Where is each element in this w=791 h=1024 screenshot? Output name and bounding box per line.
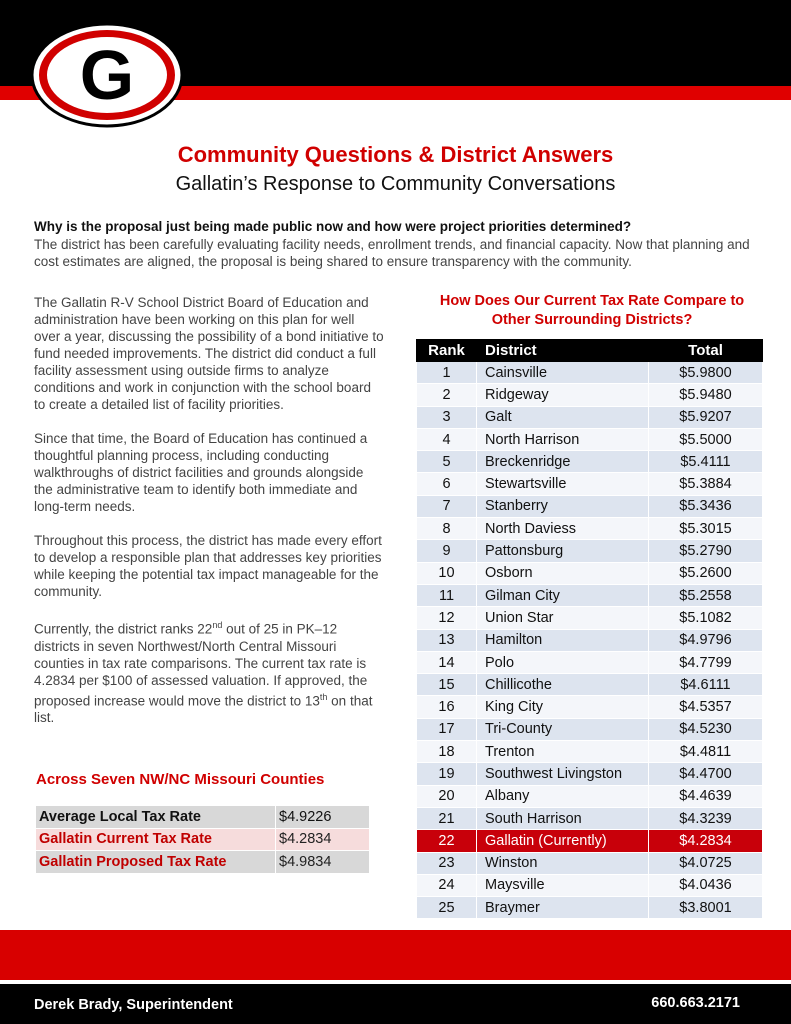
body-p4-sup-1: nd [212, 620, 223, 630]
table-row [417, 830, 763, 852]
cell-rank: 5 [417, 451, 477, 473]
cell-rank: 8 [417, 518, 477, 540]
cell-total: $4.5357 [649, 696, 763, 718]
cell-district: Stewartsville [477, 473, 649, 495]
cell-district: Winston [477, 852, 649, 874]
summary-value: $4.2834 [276, 828, 370, 851]
faq-answer: The district has been carefully evaluating facility needs, enrollment trends, and financial capacity. Now that planning and cost estimates are aligned, the proposal is being shared to ensure transparency with the community. [34, 237, 750, 269]
counties-heading: Across Seven NW/NC Missouri Counties [36, 771, 325, 788]
cell-total: $5.3884 [649, 473, 763, 495]
cell-rank: 3 [417, 406, 477, 428]
table-row [417, 406, 763, 428]
cell-rank: 23 [417, 852, 477, 874]
cell-rank: 11 [417, 584, 477, 606]
table-row [417, 473, 763, 495]
header-total: Total [649, 340, 763, 362]
cell-total: $5.3015 [649, 518, 763, 540]
tax-rate-table [416, 339, 763, 919]
footer-red-band [0, 930, 791, 980]
cell-district: Galt [477, 406, 649, 428]
cell-district: Osborn [477, 562, 649, 584]
cell-total: $4.4811 [649, 741, 763, 763]
cell-rank: 13 [417, 629, 477, 651]
cell-total: $4.3239 [649, 807, 763, 829]
cell-district: Ridgeway [477, 384, 649, 406]
cell-rank: 7 [417, 495, 477, 517]
cell-rank: 25 [417, 897, 477, 919]
cell-district: Trenton [477, 741, 649, 763]
school-logo [30, 22, 184, 128]
cell-district: Braymer [477, 897, 649, 919]
table-row [417, 763, 763, 785]
table-row [417, 651, 763, 673]
table-row [417, 629, 763, 651]
table-row [417, 540, 763, 562]
table-row [417, 518, 763, 540]
cell-total: $5.9800 [649, 362, 763, 384]
cell-district: Southwest Livingston [477, 763, 649, 785]
summary-row-proposed [36, 851, 370, 874]
cell-district: South Harrison [477, 807, 649, 829]
table-row [417, 584, 763, 606]
cell-district: Union Star [477, 607, 649, 629]
cell-rank: 12 [417, 607, 477, 629]
summary-label: Gallatin Proposed Tax Rate [36, 851, 276, 874]
cell-rank: 10 [417, 562, 477, 584]
cell-total: $4.0725 [649, 852, 763, 874]
cell-rank: 4 [417, 428, 477, 450]
cell-rank: 20 [417, 785, 477, 807]
cell-district: Gallatin (Currently) [477, 830, 649, 852]
cell-total: $5.5000 [649, 428, 763, 450]
cell-total: $5.2558 [649, 584, 763, 606]
cell-total: $3.8001 [649, 897, 763, 919]
table-row [417, 428, 763, 450]
phone-number: 660.663.2171 [651, 995, 740, 1011]
cell-rank: 16 [417, 696, 477, 718]
cell-rank: 15 [417, 674, 477, 696]
body-paragraph-1: The Gallatin R-V School District Board of Education and administration have been working on this plan for well over a year, discussing the possibility of a bond initiative to fund needed improvements. The district did conduct a full facility assessment using outside firms to analyze conditions and work in conjunction with the school board to create a detailed list of facility priorities. [34, 295, 384, 412]
table-header-row [417, 340, 763, 362]
cell-total: $4.4700 [649, 763, 763, 785]
table-row [417, 741, 763, 763]
cell-total: $5.4111 [649, 451, 763, 473]
table-row [417, 495, 763, 517]
table-row [417, 852, 763, 874]
table-row [417, 451, 763, 473]
comparison-heading-line-1: How Does Our Current Tax Rate Compare to [439, 293, 745, 309]
body-paragraph-2: Since that time, the Board of Education has continued a thoughtful planning process, including conducting walkthroughs of district facilities and grounds alongside the administrative team to identify both immediate and long-term needs. [34, 431, 368, 514]
body-p4-sup-2: th [319, 691, 328, 702]
table-row [417, 874, 763, 896]
table-row [417, 718, 763, 740]
cell-rank: 17 [417, 718, 477, 740]
cell-total: $4.2834 [649, 830, 763, 852]
cell-district: North Daviess [477, 518, 649, 540]
faq-question: Why is the proposal just being made public now and how were project priorities determined? [34, 219, 632, 234]
cell-total: $4.0436 [649, 874, 763, 896]
cell-total: $5.2600 [649, 562, 763, 584]
header-district: District [477, 340, 649, 362]
cell-district: Tri-County [477, 718, 649, 740]
comparison-heading [414, 292, 770, 330]
cell-district: Gilman City [477, 584, 649, 606]
cell-district: Breckenridge [477, 451, 649, 473]
tax-summary-table [35, 805, 370, 874]
superintendent-name: Derek Brady, Superintendent [34, 997, 233, 1013]
table-body [417, 362, 763, 919]
table-row [417, 362, 763, 384]
summary-row-current [36, 828, 370, 851]
cell-rank: 22 [417, 830, 477, 852]
cell-district: Maysville [477, 874, 649, 896]
cell-district: Chillicothe [477, 674, 649, 696]
summary-row-average [36, 806, 370, 829]
page-title: Community Questions & District Answers [177, 142, 614, 167]
body-text [34, 294, 384, 743]
cell-rank: 9 [417, 540, 477, 562]
summary-value: $4.9834 [276, 851, 370, 874]
table-row [417, 607, 763, 629]
table-row [417, 384, 763, 406]
body-p4-part-b: out of 25 in PK–12 districts in seven Northwest/North Central Missouri counties in tax rate comparisons. The current tax rate is 4.2834 per $100 of assessed valuation. If approved, the proposed increase would move the district to 13 [34, 621, 368, 708]
cell-district: Pattonsburg [477, 540, 649, 562]
cell-rank: 24 [417, 874, 477, 896]
cell-rank: 21 [417, 807, 477, 829]
table-row [417, 785, 763, 807]
summary-label: Gallatin Current Tax Rate [36, 828, 276, 851]
cell-total: $5.1082 [649, 607, 763, 629]
cell-total: $4.9796 [649, 629, 763, 651]
cell-district: Hamilton [477, 629, 649, 651]
comparison-heading-line-2: Other Surrounding Districts? [491, 312, 693, 328]
cell-total: $4.4639 [649, 785, 763, 807]
cell-rank: 14 [417, 651, 477, 673]
logo-letter: G [79, 36, 135, 114]
cell-total: $5.9207 [649, 406, 763, 428]
cell-total: $4.5230 [649, 718, 763, 740]
cell-district: Polo [477, 651, 649, 673]
summary-label: Average Local Tax Rate [36, 806, 276, 829]
cell-total: $5.2790 [649, 540, 763, 562]
cell-district: Stanberry [477, 495, 649, 517]
table-row [417, 674, 763, 696]
cell-rank: 6 [417, 473, 477, 495]
table-row [417, 897, 763, 919]
cell-rank: 19 [417, 763, 477, 785]
cell-district: King City [477, 696, 649, 718]
cell-total: $5.9480 [649, 384, 763, 406]
body-p4-part-c: on that list. [34, 693, 373, 725]
cell-total: $4.7799 [649, 651, 763, 673]
body-p4-part-a: Currently, the district ranks 22 [34, 621, 213, 637]
header-rank: Rank [417, 340, 477, 362]
cell-total: $5.3436 [649, 495, 763, 517]
body-paragraph-3: Throughout this process, the district has made every effort to develop a responsible plan that addresses key priorities while keeping the potential tax impact manageable for the community. [34, 533, 382, 599]
page-subtitle: Gallatin’s Response to Community Conversations [175, 173, 616, 195]
cell-total: $4.6111 [649, 674, 763, 696]
table-row [417, 562, 763, 584]
cell-rank: 18 [417, 741, 477, 763]
table-row [417, 807, 763, 829]
table-row [417, 696, 763, 718]
cell-rank: 1 [417, 362, 477, 384]
summary-value: $4.9226 [276, 806, 370, 829]
cell-district: Cainsville [477, 362, 649, 384]
body-paragraph-4 [34, 617, 384, 726]
cell-rank: 2 [417, 384, 477, 406]
cell-district: North Harrison [477, 428, 649, 450]
cell-district: Albany [477, 785, 649, 807]
